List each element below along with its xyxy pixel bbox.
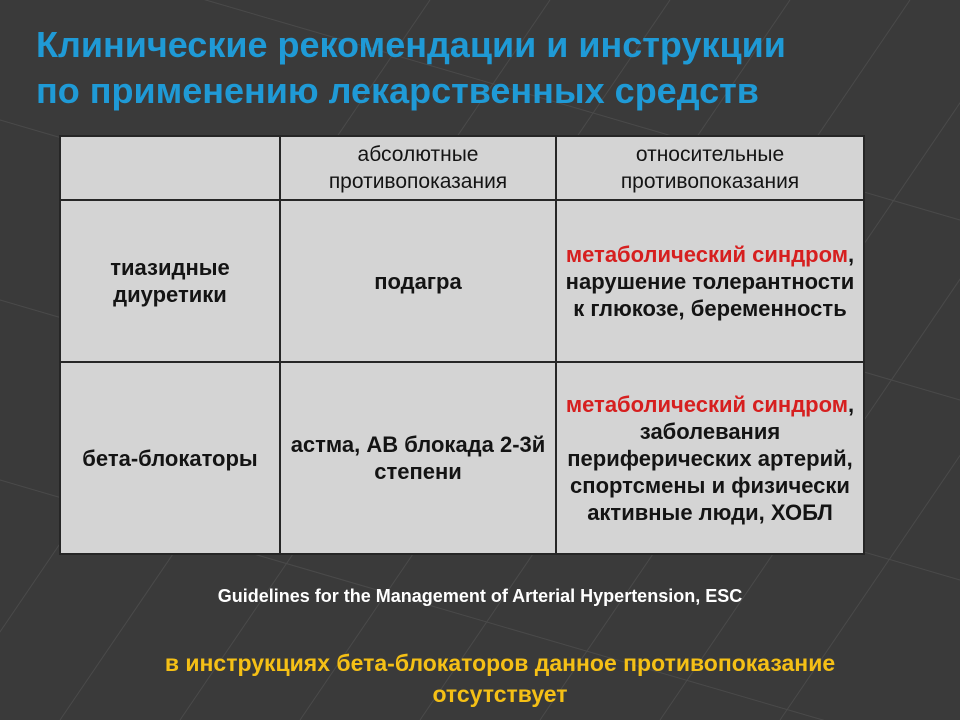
cell-relative-thiazide <box>556 200 864 362</box>
cell-relative-beta-blockers <box>556 362 864 554</box>
table-header-row <box>60 136 864 200</box>
page-title <box>36 22 936 114</box>
cell-absolute-thiazide: подагра <box>280 200 556 362</box>
row-label-thiazide: тиазидные диуретики <box>60 200 280 362</box>
contraindications-table <box>59 135 865 555</box>
header-cell-absolute: абсолютные противопоказания <box>280 136 556 200</box>
row-label-beta-blockers: бета-блокаторы <box>60 362 280 554</box>
footnote-line-2: отсутствует <box>432 681 568 707</box>
highlight-text: метаболический синдром <box>565 241 849 267</box>
title-line-2: по применению лекарственных средств <box>36 70 759 111</box>
table-row <box>60 200 864 362</box>
cell-absolute-beta-blockers: астма, АВ блокада 2-3й степени <box>280 362 556 554</box>
source-citation: Guidelines for the Management of Arterial Hypertension, ESC <box>217 586 743 606</box>
highlight-text: метаболический синдром <box>565 391 849 417</box>
header-cell-relative: относительные противопоказания <box>556 136 864 200</box>
footnote-line-1: в инструкциях бета-блокаторов данное противопоказание <box>164 650 836 676</box>
relative-text: , нарушение толерантности к глюкозе, беременность <box>565 241 855 321</box>
table-row <box>60 362 864 554</box>
relative-text: , заболевания периферических артерий, спортсмены и физически активные люди, ХОБЛ <box>567 391 855 525</box>
footnote <box>60 648 940 710</box>
header-cell-empty <box>60 136 280 200</box>
title-line-1: Клинические рекомендации и инструкции <box>36 24 786 65</box>
